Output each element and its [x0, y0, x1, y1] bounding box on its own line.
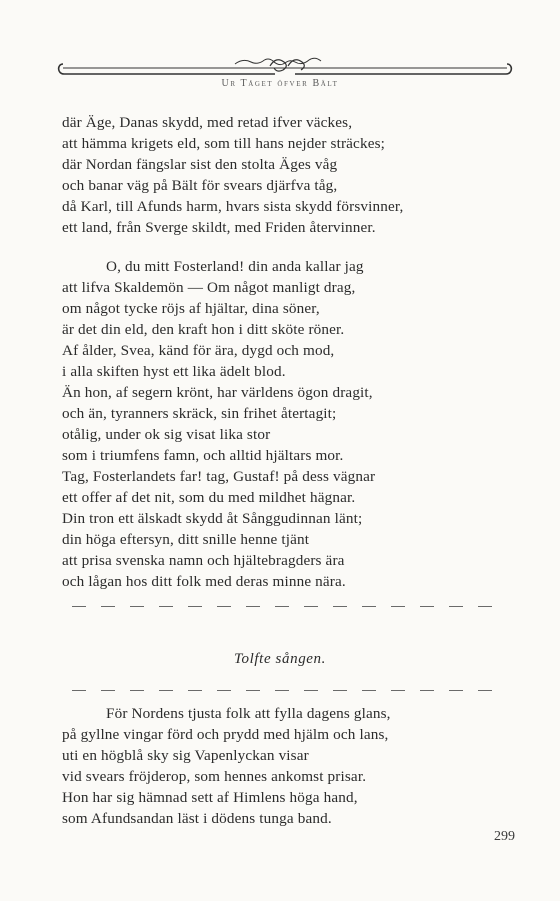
verse-line: din höga eftersyn, ditt snille henne tjänt — [62, 531, 310, 548]
dash-divider — [72, 690, 492, 691]
verse-line: som i triumfens famn, och alltid hjältars mor. — [62, 447, 344, 464]
verse-line: Af ålder, Svea, känd för ära, dygd och mod, — [62, 342, 335, 359]
verse-line: vid svears fröjderop, som hennes ankomst prisar. — [62, 768, 367, 785]
running-head: Ur Tåget öfver Bält — [221, 78, 339, 89]
verse-line: O, du mitt Fosterland! din anda kallar jag — [106, 258, 364, 275]
verse-line: Än hon, af segern krönt, har världens ögon dragit, — [62, 384, 373, 401]
verse-line: att lifva Skaldemön — Om något manligt drag, — [62, 279, 356, 296]
verse-line: då Karl, till Afunds harm, hvars sista skydd försvinner, — [62, 198, 404, 215]
verse-line: och lågan hos ditt folk med deras minne nära. — [62, 573, 346, 590]
stanza-1 — [62, 112, 522, 238]
verse-line: Din tron ett älskadt skydd åt Sånggudinnan länt; — [62, 510, 363, 527]
verse-line: som Afundsandan läst i dödens tunga band. — [62, 810, 332, 827]
stanza-3 — [62, 703, 522, 829]
verse-line: är det din eld, den kraft hon i ditt sköte röner. — [62, 321, 345, 338]
verse-line: och än, tyranners skräck, sin frihet återtagit; — [62, 405, 337, 422]
dash-divider — [72, 606, 492, 607]
verse-line: och banar väg på Bält för svears djärfva tåg, — [62, 177, 338, 194]
verse-line: otålig, under ok sig visat lika stor — [62, 426, 271, 443]
stanza-2 — [62, 256, 522, 592]
verse-line: ett land, från Sverge skildt, med Friden återvinner. — [62, 219, 376, 236]
page-number: 299 — [494, 829, 515, 844]
verse-line: uti en högblå sky sig Vapenlyckan visar — [62, 747, 309, 764]
verse-line: att hämma krigets eld, som till hans nejder sträckes; — [62, 135, 386, 152]
verse-line: om något tycke röjs af hjältar, dina söner, — [62, 300, 320, 317]
verse-line: där Äge, Danas skydd, med retad ifver väckes, — [62, 114, 353, 131]
verse-line: ett offer af det nit, som du med mildhet hägnar. — [62, 489, 356, 506]
verse-line: Tag, Fosterlandets far! tag, Gustaf! på dess vägnar — [62, 468, 376, 485]
verse-line: att prisa svenska namn och hjältebragders ära — [62, 552, 345, 569]
verse-line: För Nordens tjusta folk att fylla dagens glans, — [106, 705, 391, 722]
verse-line: i alla skiften hyst ett lika ädelt blod. — [62, 363, 286, 380]
verse-line: Hon har sig hämnad sett af Himlens höga hand, — [62, 789, 358, 806]
section-heading: Tolfte sången. — [233, 651, 327, 667]
verse-line: där Nordan fängslar sist den stolta Äges våg — [62, 156, 338, 173]
verse-line: på gyllne vingar förd och prydd med hjälm och lans, — [62, 726, 389, 743]
